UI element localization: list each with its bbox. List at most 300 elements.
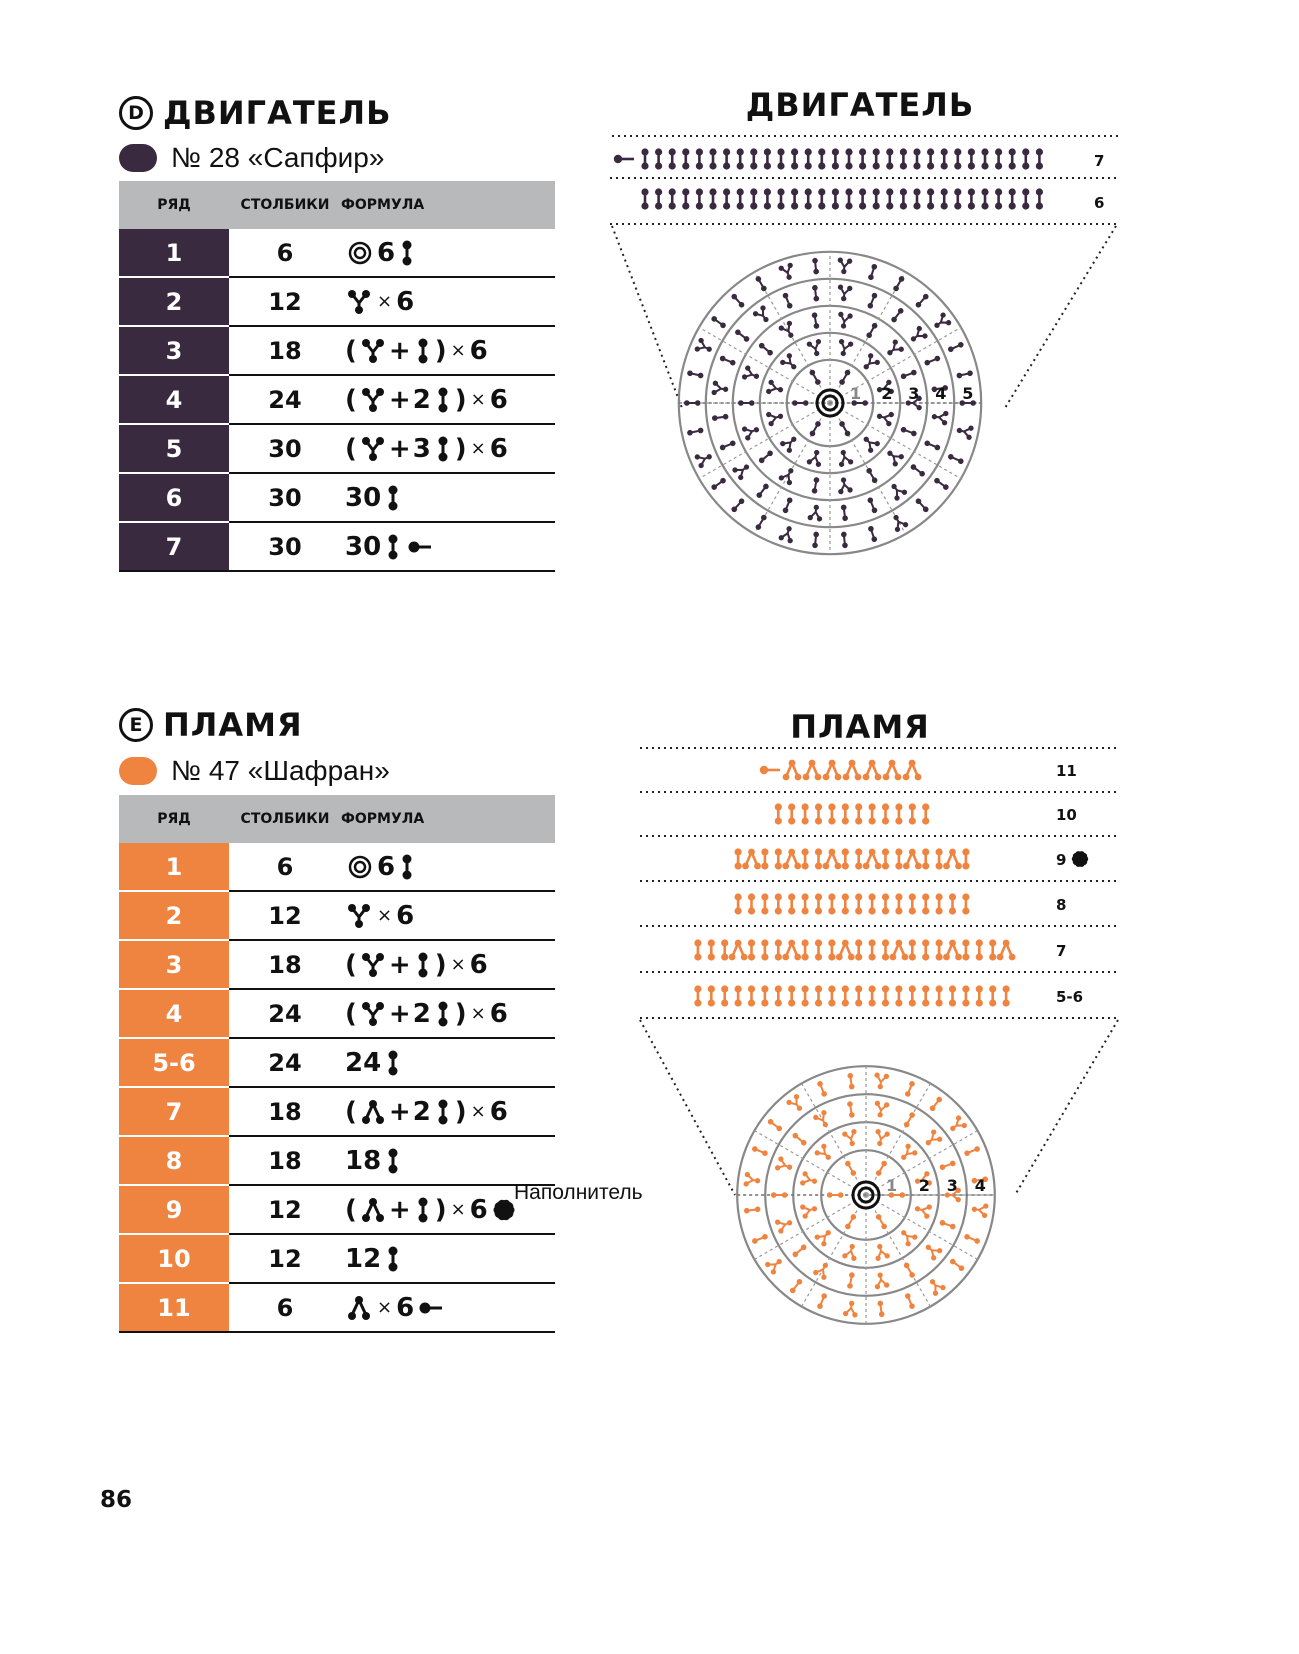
- decrease-icon: [836, 940, 855, 961]
- header-stitches: СТОЛБИКИ: [229, 181, 341, 229]
- section-flame-heading: [119, 706, 303, 744]
- single-crochet-icon: [842, 985, 849, 1006]
- increase-icon: [785, 1093, 807, 1115]
- single-crochet-icon: [947, 453, 964, 465]
- single-crochet-icon: [815, 893, 822, 914]
- single-crochet-icon: [877, 1300, 885, 1317]
- yarn-label: [119, 755, 390, 787]
- increase-icon: [897, 1142, 919, 1164]
- single-crochet-icon: [956, 370, 973, 379]
- single-crochet-icon: [886, 148, 893, 169]
- formula-text: 6: [489, 433, 508, 464]
- increase-icon: [799, 1201, 818, 1219]
- slip-stitch-icon: [408, 540, 432, 554]
- single-crochet-icon: [708, 985, 715, 1006]
- single-crochet-icon: [914, 497, 929, 513]
- magic-ring-icon: [348, 241, 372, 265]
- decrease-icon: [903, 849, 922, 870]
- single-crochet-icon: [815, 985, 822, 1006]
- formula-text: (: [345, 998, 357, 1029]
- table-row: [119, 1038, 555, 1087]
- decrease-icon: [823, 849, 842, 870]
- single-crochet-icon: [909, 893, 916, 914]
- pattern-table-engine: [119, 181, 555, 572]
- single-crochet-icon: [735, 848, 742, 869]
- single-crochet-icon: [735, 985, 742, 1006]
- single-crochet-icon: [865, 467, 878, 484]
- stitch-count: 30: [229, 473, 341, 522]
- single-crochet-icon: [845, 148, 852, 169]
- formula-text: 18: [345, 1145, 382, 1176]
- increase-icon: [931, 409, 949, 426]
- crochet-diagram-flame: [630, 740, 1130, 1340]
- single-crochet-icon: [1036, 148, 1043, 169]
- formula-cell: [341, 940, 555, 989]
- single-crochet-icon: [400, 854, 414, 880]
- diagram-label: 1: [850, 384, 862, 403]
- row-number: 5-6: [119, 1038, 229, 1087]
- diagram-label: 5: [962, 384, 974, 403]
- decrease-icon: [348, 1296, 370, 1320]
- row-number: 3: [119, 940, 229, 989]
- single-crochet-icon: [859, 188, 866, 209]
- single-crochet-icon: [963, 1233, 980, 1245]
- increase-icon: [922, 1128, 944, 1150]
- single-crochet-icon: [669, 188, 676, 209]
- section-engine-heading: [119, 94, 391, 132]
- single-crochet-icon: [791, 1132, 807, 1147]
- single-crochet-icon: [869, 985, 876, 1006]
- single-crochet-icon: [816, 1080, 828, 1097]
- section-letter-badge: D: [119, 96, 153, 130]
- dotted-guide-line: [1015, 1020, 1118, 1195]
- single-crochet-icon: [903, 1111, 916, 1128]
- row-number: 1: [119, 229, 229, 277]
- single-crochet-icon: [812, 258, 819, 275]
- header-row: РЯД: [119, 181, 229, 229]
- decrease-icon: [782, 940, 801, 961]
- formula-cell: [341, 1234, 555, 1283]
- single-crochet-icon: [744, 1206, 761, 1214]
- single-crochet-icon: [436, 1001, 450, 1027]
- single-crochet-icon: [788, 985, 795, 1006]
- single-crochet-icon: [791, 188, 798, 209]
- formula-text: ×: [377, 1297, 393, 1318]
- increase-icon: [362, 339, 384, 363]
- single-crochet-icon: [828, 893, 835, 914]
- increase-icon: [872, 1242, 890, 1261]
- single-crochet-icon: [734, 328, 751, 343]
- single-crochet-icon: [909, 939, 916, 960]
- section-letter-badge: E: [119, 708, 153, 742]
- stitch-count: 30: [229, 522, 341, 571]
- formula-text: ×: [470, 389, 486, 410]
- increase-icon: [348, 904, 370, 928]
- single-crochet-icon: [755, 514, 768, 531]
- single-crochet-icon: [841, 504, 849, 521]
- single-crochet-icon: [900, 426, 917, 437]
- single-crochet-icon: [775, 848, 782, 869]
- single-crochet-icon: [1036, 188, 1043, 209]
- decrease-icon: [729, 940, 748, 961]
- single-crochet-icon: [827, 1192, 844, 1198]
- single-crochet-icon: [828, 803, 835, 824]
- increase-icon: [731, 460, 753, 482]
- increase-icon: [812, 1109, 833, 1130]
- diagram-label: 3: [946, 1176, 958, 1195]
- single-crochet-icon: [847, 1101, 855, 1118]
- dotted-guide-line: [1005, 226, 1116, 408]
- single-crochet-icon: [709, 148, 716, 169]
- increase-icon: [741, 365, 761, 384]
- increase-icon: [836, 284, 853, 302]
- increase-icon: [907, 325, 929, 347]
- table-row: [119, 277, 555, 326]
- diagram-label: 1: [886, 1176, 898, 1195]
- yarn-color-swatch: [119, 144, 157, 172]
- single-crochet-icon: [890, 307, 905, 324]
- single-crochet-icon: [832, 188, 839, 209]
- formula-text: +: [388, 1194, 411, 1225]
- stitch-count: 12: [229, 891, 341, 940]
- single-crochet-icon: [687, 427, 704, 436]
- single-crochet-icon: [696, 148, 703, 169]
- single-crochet-icon: [947, 341, 964, 353]
- single-crochet-icon: [913, 188, 920, 209]
- increase-icon: [875, 409, 894, 427]
- diagram-label: 9: [1056, 851, 1067, 869]
- table-row: [119, 1087, 555, 1136]
- increase-icon: [883, 338, 905, 360]
- formula-cell: [341, 473, 555, 522]
- single-crochet-icon: [386, 1050, 400, 1076]
- diagram-label: 5-6: [1056, 988, 1084, 1006]
- single-crochet-icon: [416, 952, 430, 978]
- single-crochet-icon: [855, 848, 862, 869]
- single-crochet-icon: [962, 985, 969, 1006]
- table-row: [119, 1234, 555, 1283]
- increase-icon: [813, 1226, 835, 1248]
- diagram-label: 11: [1056, 762, 1077, 780]
- single-crochet-icon: [855, 803, 862, 824]
- single-crochet-icon: [775, 985, 782, 1006]
- formula-text: 6: [469, 335, 488, 366]
- single-crochet-icon: [904, 1292, 916, 1309]
- single-crochet-icon: [922, 893, 929, 914]
- single-crochet-icon: [802, 939, 809, 960]
- single-crochet-icon: [755, 275, 768, 292]
- single-crochet-icon: [875, 1160, 888, 1177]
- decrease-icon: [782, 849, 801, 870]
- table-header-row: [119, 181, 555, 229]
- single-crochet-icon: [761, 848, 768, 869]
- formula-text: +: [388, 1096, 411, 1127]
- single-crochet-icon: [777, 188, 784, 209]
- decrease-icon: [997, 940, 1016, 961]
- stitch-count: 24: [229, 1038, 341, 1087]
- increase-icon: [779, 432, 801, 454]
- single-crochet-icon: [761, 893, 768, 914]
- formula: [345, 336, 555, 366]
- slip-stitch-icon: [614, 155, 634, 163]
- single-crochet-icon: [719, 440, 736, 452]
- table-row: [119, 424, 555, 473]
- single-crochet-icon: [751, 1145, 768, 1157]
- single-crochet-icon: [416, 1197, 430, 1223]
- single-crochet-icon: [922, 848, 929, 869]
- increase-icon: [913, 1201, 932, 1219]
- table-row: [119, 843, 555, 891]
- single-crochet-icon: [900, 369, 917, 380]
- single-crochet-icon: [748, 893, 755, 914]
- single-crochet-icon: [809, 420, 822, 437]
- single-crochet-icon: [842, 893, 849, 914]
- single-crochet-icon: [696, 188, 703, 209]
- formula: [345, 483, 555, 513]
- increase-icon: [843, 1300, 860, 1318]
- increase-icon: [694, 449, 715, 469]
- single-crochet-icon: [764, 188, 771, 209]
- single-crochet-icon: [1022, 148, 1029, 169]
- single-crochet-icon: [936, 985, 943, 1006]
- single-crochet-icon: [865, 322, 878, 339]
- single-crochet-icon: [1003, 985, 1010, 1006]
- single-crochet-icon: [641, 188, 648, 209]
- formula: [345, 1146, 555, 1176]
- single-crochet-icon: [748, 939, 755, 960]
- single-crochet-icon: [842, 848, 849, 869]
- diagram-label: 8: [1056, 896, 1067, 914]
- dotted-guide-line: [612, 226, 682, 408]
- single-crochet-icon: [737, 148, 744, 169]
- single-crochet-icon: [914, 293, 929, 309]
- formula: [345, 434, 555, 464]
- single-crochet-icon: [832, 148, 839, 169]
- stitch-count: 12: [229, 1185, 341, 1234]
- table-row: [119, 891, 555, 940]
- increase-icon: [779, 352, 801, 374]
- increase-icon: [711, 380, 729, 397]
- single-crochet-icon: [892, 275, 905, 292]
- single-crochet-icon: [927, 148, 934, 169]
- single-crochet-icon: [802, 848, 809, 869]
- single-crochet-icon: [900, 148, 907, 169]
- single-crochet-icon: [782, 292, 794, 309]
- formula-text: 30: [345, 482, 382, 513]
- row-number: 4: [119, 989, 229, 1038]
- single-crochet-icon: [844, 1213, 857, 1230]
- single-crochet-icon: [791, 1243, 807, 1258]
- single-crochet-icon: [844, 1160, 857, 1177]
- single-crochet-icon: [758, 342, 774, 357]
- single-crochet-icon: [764, 148, 771, 169]
- stitch-count: 24: [229, 989, 341, 1038]
- single-crochet-icon: [735, 893, 742, 914]
- row-number: 9: [119, 1185, 229, 1234]
- single-crochet-icon: [909, 985, 916, 1006]
- single-crochet-icon: [941, 188, 948, 209]
- single-crochet-icon: [684, 400, 701, 406]
- single-crochet-icon: [710, 315, 727, 329]
- increase-icon: [764, 1254, 786, 1276]
- formula-text: ×: [377, 291, 393, 312]
- single-crochet-icon: [873, 148, 880, 169]
- single-crochet-icon: [895, 893, 902, 914]
- single-crochet-icon: [791, 148, 798, 169]
- table-row: [119, 473, 555, 522]
- decrease-icon: [890, 940, 909, 961]
- increase-icon: [774, 1156, 794, 1175]
- single-crochet-icon: [895, 848, 902, 869]
- table-row: [119, 229, 555, 277]
- formula-text: ×: [470, 1003, 486, 1024]
- single-crochet-icon: [416, 338, 430, 364]
- row-number: 8: [119, 1136, 229, 1185]
- increase-icon: [807, 504, 824, 522]
- single-crochet-icon: [995, 188, 1002, 209]
- single-crochet-icon: [949, 893, 956, 914]
- section-title: ДВИГАТЕЛЬ: [163, 94, 392, 132]
- single-crochet-icon: [708, 939, 715, 960]
- increase-icon: [925, 1275, 947, 1297]
- increase-icon: [765, 379, 784, 397]
- formula-text: 2: [412, 1096, 431, 1127]
- single-crochet-icon: [730, 293, 745, 309]
- formula-text: 2: [412, 998, 431, 1029]
- single-crochet-icon: [655, 188, 662, 209]
- single-crochet-icon: [924, 440, 941, 452]
- single-crochet-icon: [687, 370, 704, 379]
- single-crochet-icon: [812, 531, 819, 548]
- formula-cell: [341, 989, 555, 1038]
- single-crochet-icon: [939, 1160, 956, 1171]
- slip-stitch-icon: [419, 1301, 443, 1315]
- crochet-diagram-engine: [600, 128, 1130, 576]
- single-crochet-icon: [882, 848, 889, 869]
- formula: [345, 901, 555, 931]
- single-crochet-icon: [968, 188, 975, 209]
- increase-icon: [813, 1142, 835, 1164]
- formula-cell: [341, 1136, 555, 1185]
- increase-icon: [842, 1242, 860, 1261]
- increase-icon: [741, 422, 761, 441]
- single-crochet-icon: [933, 477, 950, 491]
- formula-cell: [341, 843, 555, 891]
- diagram-label: 7: [1094, 152, 1105, 170]
- single-crochet-icon: [816, 1292, 828, 1309]
- increase-icon: [946, 1114, 968, 1136]
- diagram-label: 3: [908, 384, 920, 403]
- single-crochet-icon: [910, 463, 927, 478]
- single-crochet-icon: [867, 292, 879, 309]
- formula-cell: [341, 424, 555, 473]
- row-number: 1: [119, 843, 229, 891]
- table-row: [119, 989, 555, 1038]
- increase-icon: [812, 1260, 833, 1281]
- increase-icon: [859, 352, 881, 374]
- increase-icon: [836, 338, 854, 357]
- single-crochet-icon: [775, 803, 782, 824]
- formula-text: ×: [377, 905, 393, 926]
- stitch-count: 12: [229, 1234, 341, 1283]
- single-crochet-icon: [792, 400, 809, 406]
- row-number: 7: [119, 1087, 229, 1136]
- single-crochet-icon: [682, 148, 689, 169]
- decrease-icon: [843, 760, 862, 781]
- formula-cell: [341, 1038, 555, 1087]
- single-crochet-icon: [847, 1073, 855, 1090]
- single-crochet-icon: [730, 497, 745, 513]
- increase-icon: [778, 320, 799, 341]
- increase-icon: [897, 1226, 919, 1248]
- decrease-icon: [803, 760, 822, 781]
- single-crochet-icon: [867, 525, 877, 542]
- single-crochet-icon: [900, 188, 907, 209]
- single-crochet-icon: [968, 148, 975, 169]
- formula: [345, 1244, 555, 1274]
- single-crochet-icon: [962, 893, 969, 914]
- increase-icon: [774, 1215, 794, 1234]
- formula-text: 3: [412, 433, 431, 464]
- single-crochet-icon: [694, 985, 701, 1006]
- single-crochet-icon: [976, 939, 983, 960]
- single-crochet-icon: [855, 893, 862, 914]
- single-crochet-icon: [712, 414, 729, 422]
- single-crochet-icon: [962, 939, 969, 960]
- single-crochet-icon: [709, 188, 716, 209]
- single-crochet-icon: [721, 939, 728, 960]
- formula-text: 6: [377, 851, 396, 882]
- header-stitches: СТОЛБИКИ: [229, 795, 341, 843]
- increase-icon: [872, 1100, 889, 1119]
- single-crochet-icon: [815, 803, 822, 824]
- single-crochet-icon: [751, 1233, 768, 1245]
- increase-icon: [859, 432, 881, 454]
- single-crochet-icon: [669, 148, 676, 169]
- single-crochet-icon: [721, 985, 728, 1006]
- single-crochet-icon: [655, 148, 662, 169]
- increase-icon: [888, 512, 909, 533]
- single-crochet-icon: [436, 436, 450, 462]
- formula-text: (: [345, 1194, 357, 1225]
- single-crochet-icon: [1022, 188, 1029, 209]
- single-crochet-icon: [981, 188, 988, 209]
- stuffing-icon: [1072, 851, 1088, 867]
- single-crochet-icon: [748, 985, 755, 1006]
- single-crochet-icon: [927, 188, 934, 209]
- row-number: 4: [119, 375, 229, 424]
- formula-cell: [341, 229, 555, 277]
- single-crochet-icon: [710, 477, 727, 491]
- single-crochet-icon: [386, 534, 400, 560]
- stitch-count: 6: [229, 1283, 341, 1332]
- table-row: [119, 1136, 555, 1185]
- row-number: 7: [119, 522, 229, 571]
- formula: [345, 1293, 555, 1323]
- single-crochet-icon: [723, 188, 730, 209]
- header-row: РЯД: [119, 795, 229, 843]
- single-crochet-icon: [737, 188, 744, 209]
- formula-text: 30: [345, 531, 382, 562]
- row-number: 11: [119, 1283, 229, 1332]
- decrease-icon: [903, 760, 922, 781]
- single-crochet-icon: [815, 848, 822, 869]
- formula-text: 6: [489, 998, 508, 1029]
- formula: [345, 238, 555, 268]
- single-crochet-icon: [845, 188, 852, 209]
- formula-text: (: [345, 335, 357, 366]
- single-crochet-icon: [936, 848, 943, 869]
